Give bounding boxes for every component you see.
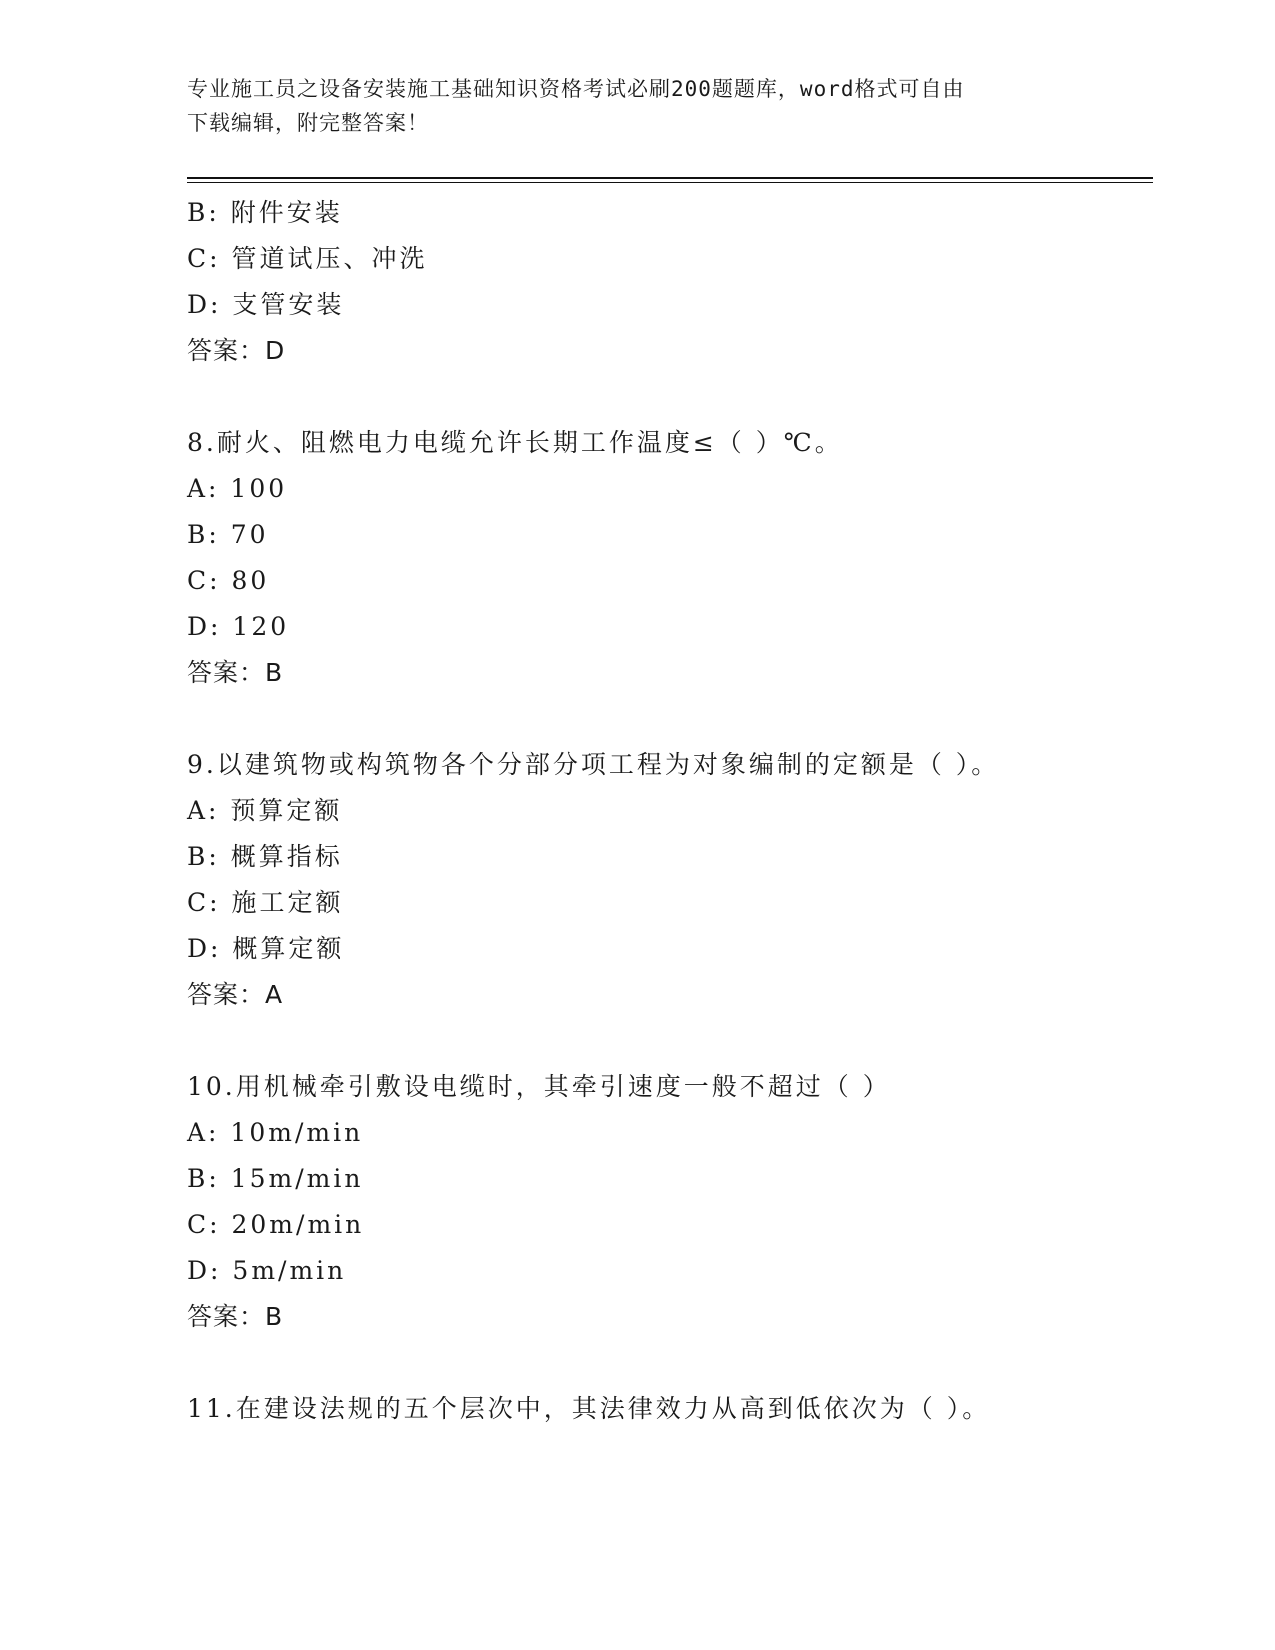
document-header [187, 72, 1087, 140]
q7-option-c: C: 管道试压、冲洗 [187, 244, 428, 273]
header-divider-thin [187, 182, 1153, 183]
q8-option-d: D: 120 [187, 612, 290, 641]
q10-option-d: D: 5m/min [187, 1256, 347, 1285]
q10-option-c: C: 20m/min [187, 1210, 365, 1239]
question-10-block [187, 1064, 1147, 1340]
question-11-block [187, 1386, 1147, 1432]
q10-option-a: A: 10m/min [187, 1118, 364, 1147]
header-line-1: 专业施工员之设备安装施工基础知识资格考试必刷200题题库，word格式可自由 [187, 77, 965, 101]
q7-answer: 答案：D [187, 336, 286, 365]
q9-option-b: B: 概算指标 [187, 842, 343, 871]
q9-option-d: D: 概算定额 [187, 934, 345, 963]
q9-answer: 答案：A [187, 980, 284, 1009]
q11-question: 11.在建设法规的五个层次中，其法律效力从高到低依次为（ ）。 [187, 1394, 991, 1423]
question-7-block [187, 190, 1147, 374]
header-line-2: 下载编辑，附完整答案！ [187, 111, 429, 135]
q8-option-a: A: 100 [187, 474, 288, 503]
q9-option-a: A: 预算定额 [187, 796, 343, 825]
q8-question: 8.耐火、阻燃电力电缆允许长期工作温度≤（ ）℃。 [187, 428, 843, 457]
q7-option-d: D: 支管安装 [187, 290, 345, 319]
q8-answer: 答案：B [187, 658, 284, 687]
q7-option-b: B: 附件安装 [187, 198, 343, 227]
header-divider-thick [187, 177, 1153, 179]
q9-option-c: C: 施工定额 [187, 888, 344, 917]
question-list [187, 190, 1147, 1432]
q10-option-b: B: 15m/min [187, 1164, 364, 1193]
q10-question: 10.用机械牵引敷设电缆时，其牵引速度一般不超过（ ） [187, 1072, 891, 1101]
q9-question: 9.以建筑物或构筑物各个分部分项工程为对象编制的定额是（ ）。 [187, 750, 1000, 779]
question-8-block [187, 420, 1147, 696]
q8-option-b: B: 70 [187, 520, 269, 549]
q10-answer: 答案：B [187, 1302, 284, 1331]
question-9-block [187, 742, 1147, 1018]
q8-option-c: C: 80 [187, 566, 270, 595]
